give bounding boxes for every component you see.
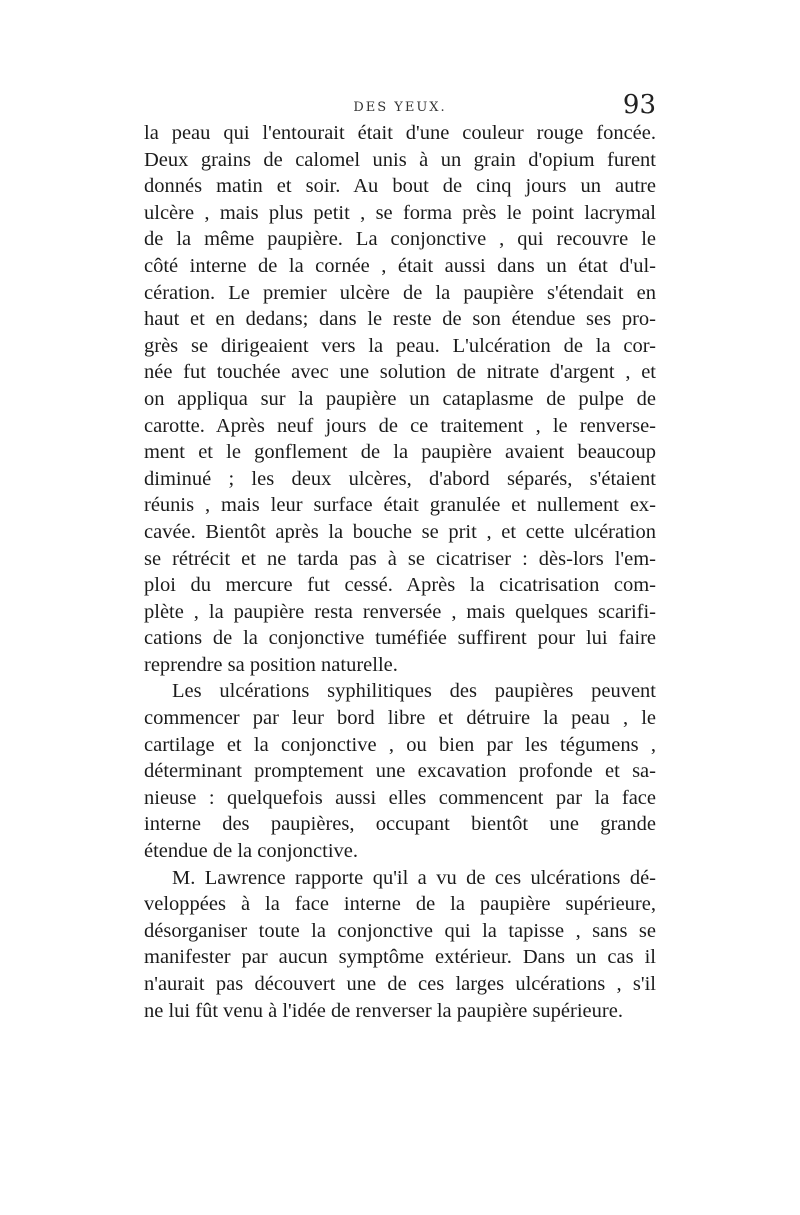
text-line: manifester par aucun symptôme extérieur. Dans un cas il	[144, 946, 656, 969]
text-line: haut et en dedans; dans le reste de son étendue ses pro-	[144, 308, 656, 331]
page-number: 93	[622, 90, 656, 120]
text-line: de la même paupière. La conjonctive , qui recouvre le	[144, 228, 656, 251]
text-line: la peau qui l'entourait était d'une couleur rouge foncée.	[144, 122, 656, 144]
text-line: commencer par leur bord libre et détruire la peau , le	[144, 707, 656, 730]
text-line: réunis , mais leur surface était granulée et nullement ex-	[144, 494, 656, 517]
text-line: plète , la paupière resta renversée , mais quelques scarifi-	[144, 600, 656, 623]
text-line: cartilage et la conjonctive , ou bien par les tégumens ,	[144, 733, 656, 756]
text-line: veloppées à la face interne de la paupière supérieure,	[144, 893, 656, 916]
paragraph-start-line: M. Lawrence rapporte qu'il a vu de ces ulcérations dé-	[172, 866, 656, 889]
text-line: ne lui fût venu à l'idée de renverser la paupière supérieure.	[144, 999, 623, 1022]
text-line: interne des paupières, occupant bientôt une grande	[144, 813, 656, 836]
text-line: donnés matin et soir. Au bout de cinq jours un autre	[144, 175, 656, 198]
body-text	[144, 120, 656, 1024]
text-line: côté interne de la cornée , était aussi dans un état d'ul-	[144, 254, 656, 277]
text-line: grès se dirigeaient vers la peau. L'ulcération de la cor-	[144, 334, 656, 357]
text-line: ment et le gonflement de la paupière avaient beaucoup	[144, 441, 656, 464]
text-line: diminué ; les deux ulcères, d'abord séparés, s'étaient	[144, 467, 656, 490]
text-line: déterminant promptement une excavation profonde et sa-	[144, 760, 656, 783]
paragraph-end-line: reprendre sa position naturelle.	[144, 653, 398, 676]
text-line: nieuse : quelquefois aussi elles commencent par la face	[144, 786, 656, 809]
text-line: se rétrécit et ne tarda pas à se cicatriser : dès-lors l'em-	[144, 547, 656, 570]
text-line: ploi du mercure fut cessé. Après la cicatrisation com-	[144, 574, 656, 597]
text-line: cavée. Bientôt après la bouche se prit , et cette ulcération	[144, 520, 656, 543]
text-line: désorganiser toute la conjonctive qui la tapisse , sans se	[144, 919, 656, 942]
text-line: on appliqua sur la paupière un cataplasme de pulpe de	[144, 387, 656, 410]
text-line: cations de la conjonctive tuméfiée suffirent pour lui faire	[144, 627, 656, 650]
paragraph-end-line: étendue de la conjonctive.	[144, 840, 359, 863]
running-title: DES YEUX.	[353, 100, 447, 115]
paragraph-start-line: Les ulcérations syphilitiques des paupières peuvent	[172, 680, 656, 703]
text-line: ulcère , mais plus petit , se forma près le point lacrymal	[144, 201, 656, 224]
text-line: née fut touchée avec une solution de nitrate d'argent , et	[144, 361, 656, 384]
text-line: cération. Le premier ulcère de la paupière s'étendait en	[144, 281, 656, 304]
text-line: carotte. Après neuf jours de ce traitement , le renverse-	[144, 414, 656, 437]
text-line: Deux grains de calomel unis à un grain d'opium furent	[144, 148, 656, 171]
text-line: n'aurait pas découvert une de ces larges ulcérations , s'il	[144, 973, 656, 995]
